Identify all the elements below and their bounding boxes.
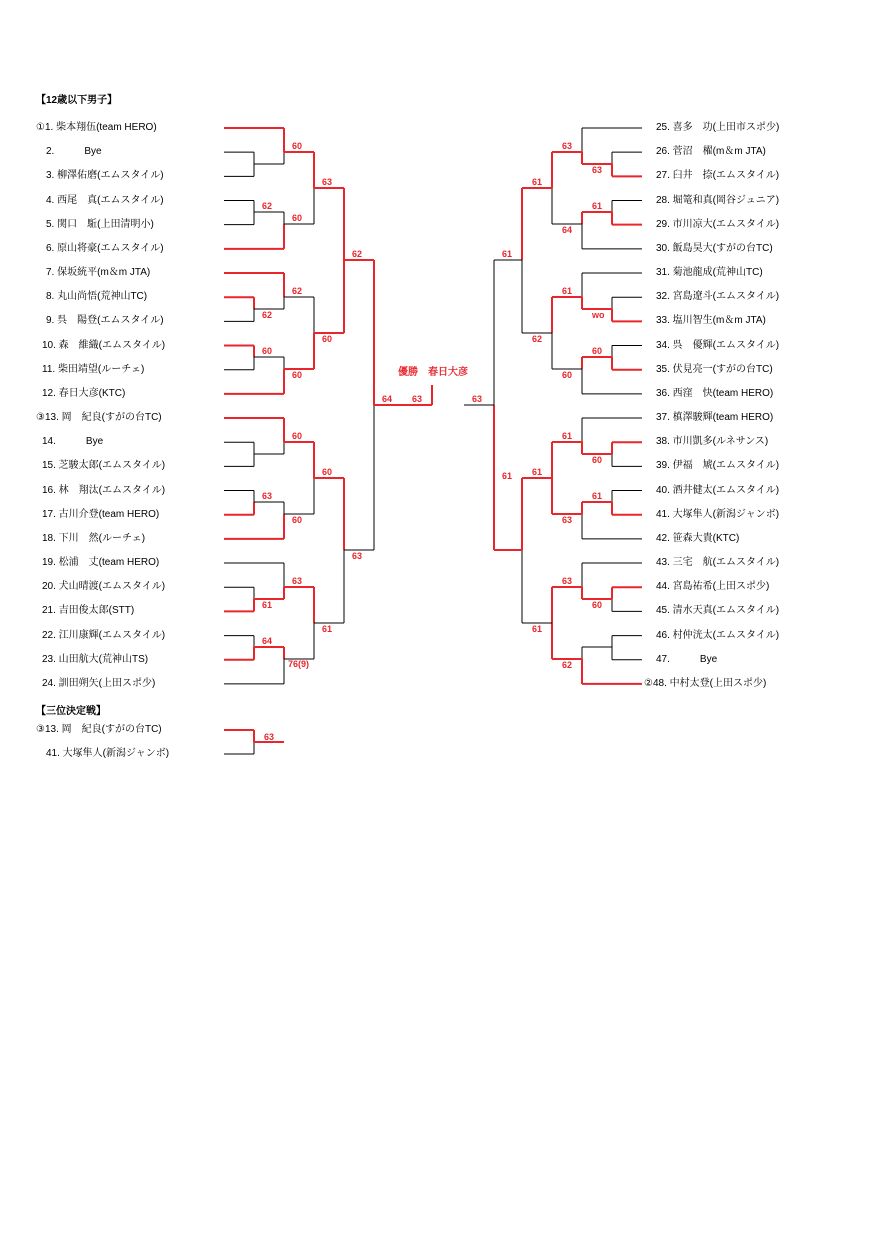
player-name: 9. 呉 陽登(エムスタイル) xyxy=(46,315,164,327)
match-score: 62 xyxy=(262,310,273,320)
third-place-score: 63 xyxy=(264,732,275,742)
player-name: 7. 保坂統平(m＆m JTA) xyxy=(46,267,151,279)
player-name: ③13. 岡 紀良(すがの台TC) xyxy=(36,412,162,424)
match-score: wo xyxy=(592,310,605,320)
player-name: 18. 下川 然(ルーチェ) xyxy=(42,532,146,544)
match-score: 64 xyxy=(262,636,273,646)
player-name: 4. 西尾 真(エムスタイル) xyxy=(46,194,164,206)
player-name: 41. 大塚隼人(新潟ジャンボ) xyxy=(656,508,780,520)
match-score: 60 xyxy=(322,334,333,344)
match-score: 63 xyxy=(562,576,573,586)
match-score: 62 xyxy=(292,286,303,296)
player-name: 28. 堀篭和真(岡谷ジュニア) xyxy=(656,194,780,206)
match-score: 60 xyxy=(592,455,603,465)
match-score: 61 xyxy=(262,600,273,610)
player-name: 2. Bye xyxy=(46,146,102,158)
player-name: 11. 柴田靖望(ルーチェ) xyxy=(42,363,145,375)
match-score: 60 xyxy=(292,515,303,525)
match-score: 63 xyxy=(592,165,603,175)
match-score: 63 xyxy=(262,491,273,501)
match-score: 61 xyxy=(502,471,513,481)
player-name: 45. 清水天真(エムスタイル) xyxy=(656,605,780,617)
player-name: 22. 江川康輝(エムスタイル) xyxy=(42,629,166,641)
match-score: 61 xyxy=(532,177,543,187)
match-score: 61 xyxy=(592,491,603,501)
match-score: 61 xyxy=(592,201,603,211)
player-name: 20. 犬山晴渡(エムスタイル) xyxy=(42,581,166,593)
player-name: 10. 森 維織(エムスタイル) xyxy=(42,339,166,351)
match-score: 60 xyxy=(562,370,573,380)
player-name: ①1. 柴本翔伍(team HERO) xyxy=(36,122,157,133)
match-score: 60 xyxy=(292,370,303,380)
player-name: 27. 臼井 捺(エムスタイル) xyxy=(656,170,780,182)
player-name: 15. 芝駿太郎(エムスタイル) xyxy=(42,460,166,472)
player-name: 5. 関口 駈(上田清明小) xyxy=(46,218,154,230)
player-name: 29. 市川凉大(エムスタイル) xyxy=(656,218,780,230)
match-score: 76(9) xyxy=(288,659,310,669)
player-name: 47. Bye xyxy=(656,653,718,665)
player-name: 21. 吉田俊太郎(STT) xyxy=(42,605,135,617)
player-name: 34. 呉 優輝(エムスタイル) xyxy=(656,339,780,351)
match-score: 62 xyxy=(532,334,543,344)
third-place-player-2: 41. 大塚隼人(新潟ジャンボ) xyxy=(46,748,170,759)
player-name: 31. 菊池龍成(荒神山TC) xyxy=(656,267,763,279)
match-score: 63 xyxy=(292,576,303,586)
player-name: 19. 松浦 丈(team HERO) xyxy=(42,557,160,569)
player-name: 26. 菅沼 櫂(m＆m JTA) xyxy=(656,146,766,158)
player-name: 14. Bye xyxy=(42,436,104,448)
match-score: 63 xyxy=(352,551,363,561)
match-score: 60 xyxy=(592,346,603,356)
match-score: 63 xyxy=(322,177,333,187)
player-name: 30. 飯島昊大(すがの台TC) xyxy=(656,242,773,254)
player-name: 8. 丸山尚悟(荒神山TC) xyxy=(46,291,148,303)
match-score: 61 xyxy=(532,624,543,634)
match-score: 60 xyxy=(592,600,603,610)
match-score: 62 xyxy=(352,249,363,259)
player-name: ②48. 中村太登(上田スポ少) xyxy=(644,677,767,689)
player-name: 3. 柳澤佑磨(エムスタイル) xyxy=(46,170,164,182)
match-score: 61 xyxy=(502,249,513,259)
match-score: 63 xyxy=(562,141,573,151)
player-name: 39. 伊福 虓(エムスタイル) xyxy=(656,460,780,472)
match-score: 60 xyxy=(292,431,303,441)
player-name: 38. 市川凱多(ルネサンス) xyxy=(656,436,769,448)
bracket-title: 【12歳以下男子】 xyxy=(36,95,118,106)
match-score: 61 xyxy=(532,467,543,477)
player-name: 36. 西窪 快(team HERO) xyxy=(656,387,774,399)
player-name: 32. 宮島遼斗(エムスタイル) xyxy=(656,291,780,303)
match-score: 61 xyxy=(562,286,573,296)
player-name: 24. 訓田朔矢(上田スポ少) xyxy=(42,677,156,689)
match-score: 62 xyxy=(262,201,273,211)
match-score: 63 xyxy=(472,394,483,404)
player-name: 12. 春日大彦(KTC) xyxy=(42,387,126,399)
player-name: 23. 山田航大(荒神山TS) xyxy=(42,653,149,665)
player-name: 46. 村仲洸太(エムスタイル) xyxy=(656,629,780,641)
player-name: 43. 三宅 航(エムスタイル) xyxy=(656,557,780,569)
match-score: 64 xyxy=(562,225,573,235)
match-score: 64 xyxy=(382,394,393,404)
match-score: 61 xyxy=(562,431,573,441)
champion-label: 優勝 春日大彦 xyxy=(398,367,468,378)
match-score: 60 xyxy=(292,141,303,151)
third-place-player-1: ③13. 岡 紀良(すがの台TC) xyxy=(36,724,162,735)
player-name: 35. 伏見亮一(すがの台TC) xyxy=(656,363,773,375)
match-score: 61 xyxy=(322,624,333,634)
third-place-title: 【三位決定戦】 xyxy=(36,706,106,717)
match-score: 60 xyxy=(322,467,333,477)
player-name: 40. 酒井健太(エムスタイル) xyxy=(656,484,780,496)
player-name: 16. 林 翔汰(エムスタイル) xyxy=(42,484,166,496)
player-name: 42. 笹森大貴(KTC) xyxy=(656,532,740,544)
player-name: 33. 塩川智生(m＆m JTA) xyxy=(656,315,766,327)
match-score: 63 xyxy=(412,394,423,404)
match-score: 63 xyxy=(562,515,573,525)
player-name: 25. 喜多 功(上田市スポ少) xyxy=(656,122,780,133)
match-score: 62 xyxy=(562,660,573,670)
player-name: 17. 古川介登(team HERO) xyxy=(42,508,160,520)
match-score: 60 xyxy=(262,346,273,356)
match-score: 60 xyxy=(292,213,303,223)
player-name: 6. 原山将豪(エムスタイル) xyxy=(46,242,164,254)
player-name: 37. 槙澤駿輝(team HERO) xyxy=(656,412,774,424)
player-name: 44. 宮島祐希(上田スポ少) xyxy=(656,581,770,593)
